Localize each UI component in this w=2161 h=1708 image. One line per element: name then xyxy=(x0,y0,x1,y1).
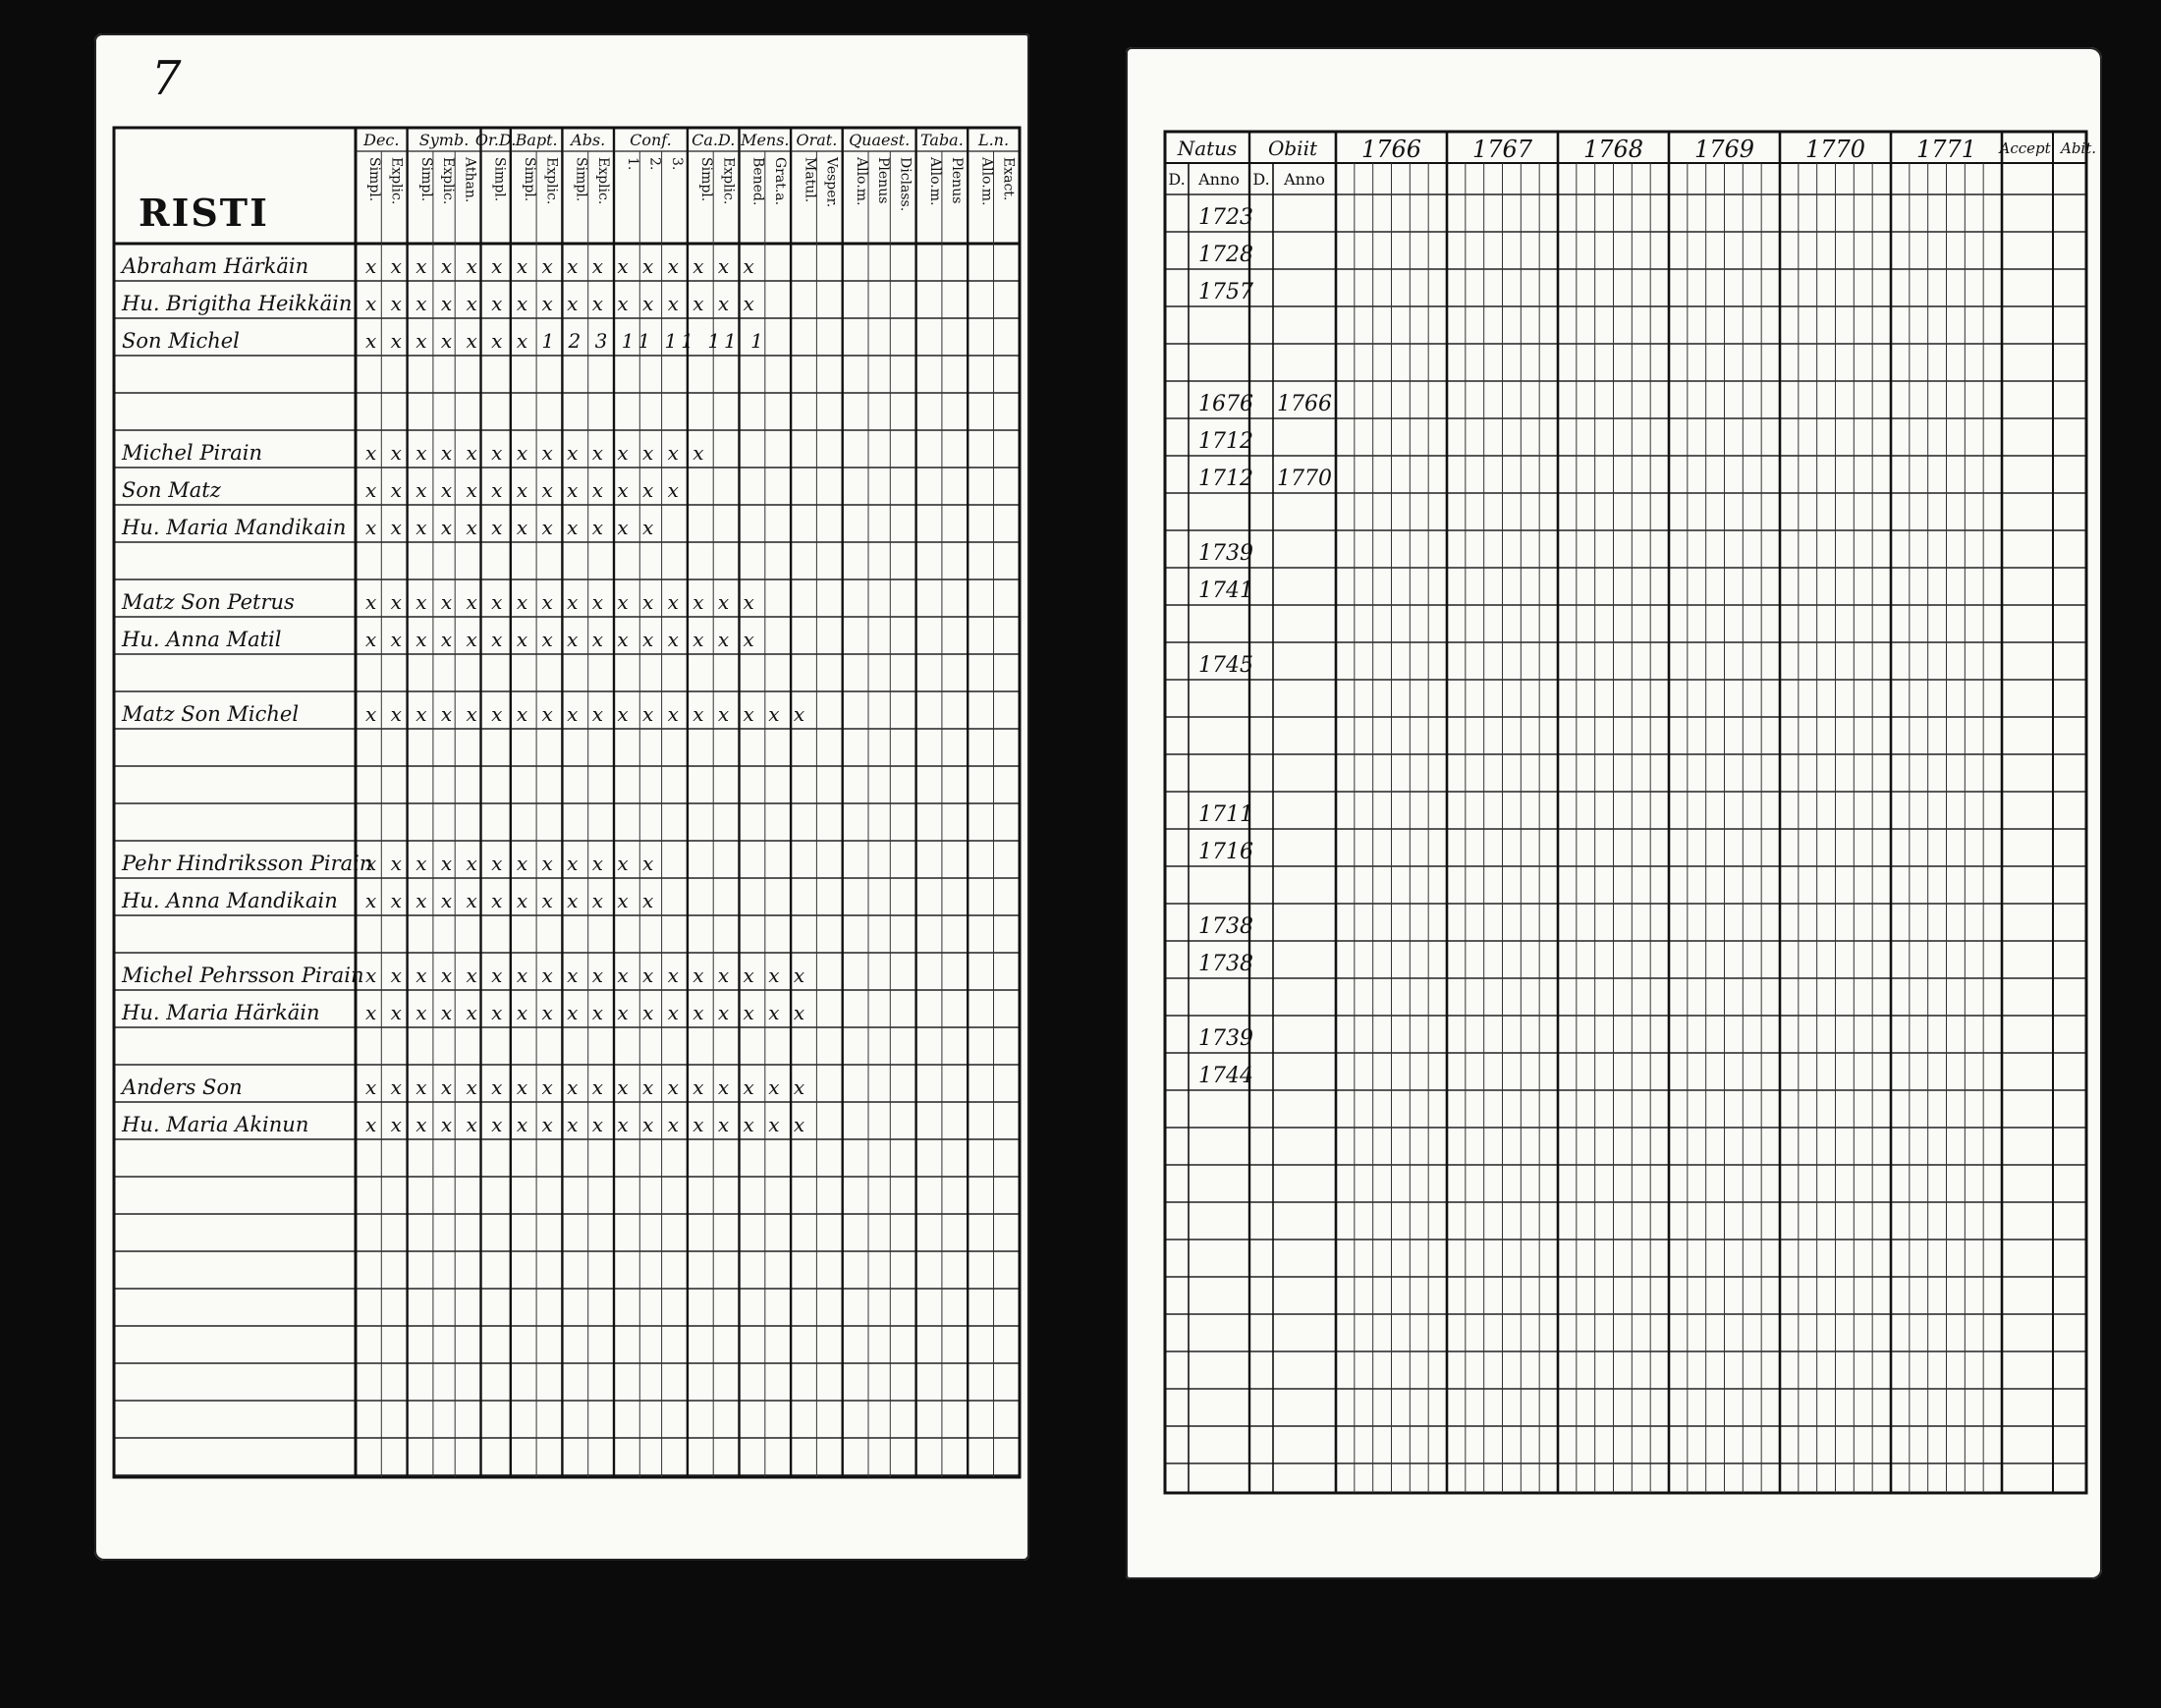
column-group-label: Taba. xyxy=(919,131,964,149)
column-group-label: Dec. xyxy=(363,131,400,149)
year-label: 1770 xyxy=(1804,136,1866,163)
column-group-label: Mens. xyxy=(741,131,790,149)
column-sub-label: Bened. xyxy=(749,157,766,206)
column-sub-label: 1. xyxy=(625,157,641,171)
person-name: Hu. Anna Mandikain xyxy=(122,889,338,912)
birth-year: 1723 xyxy=(1198,205,1253,230)
catechism-marks: x x x x x x x x x x x x x x x x x x xyxy=(365,1001,809,1024)
birth-year: 1711 xyxy=(1198,802,1253,827)
person-name: Matz Son Petrus xyxy=(122,590,295,614)
catechism-marks: x x x x x x x 1 2 3 11 11 11 1 xyxy=(365,329,767,353)
person-name: Hu. Brigitha Heikkäin xyxy=(122,292,353,315)
column-group-label: Or.D. xyxy=(474,131,517,149)
column-sub-label: Explic. xyxy=(388,157,405,205)
birth-year: 1739 xyxy=(1198,541,1253,566)
person-name: Hu. Maria Akinun xyxy=(122,1113,309,1136)
column-sub-label: Vesper. xyxy=(823,157,840,208)
catechism-marks: x x x x x x x x x x x x x x xyxy=(365,441,708,465)
column-sub-label: Simpl. xyxy=(491,157,508,202)
column-group-label: Ca.D. xyxy=(692,131,736,149)
column-label: Abit. xyxy=(2060,139,2097,157)
catechism-marks: x x x x x x x x x x x x x x x x xyxy=(365,628,758,651)
column-sub-label: 3. xyxy=(668,157,685,171)
year-label: 1771 xyxy=(1915,136,1977,163)
column-group-label: L.n. xyxy=(977,131,1010,149)
column-sub-label: Allo.m. xyxy=(926,157,943,206)
person-name: Anders Son xyxy=(122,1075,243,1099)
catechism-marks: x x x x x x x x x x x x x x x x xyxy=(365,590,758,614)
catechism-marks: x x x x x x x x x x x x x x x x x x xyxy=(365,702,809,726)
birth-year: 1744 xyxy=(1198,1064,1253,1088)
person-name: Hu. Maria Mandikain xyxy=(122,516,347,539)
column-sub-label: Simpl. xyxy=(366,157,383,202)
death-year: 1770 xyxy=(1277,467,1332,491)
column-group-label: Quaest. xyxy=(849,131,911,149)
column-sub-label: D. xyxy=(1168,170,1186,189)
right-register-grid xyxy=(1126,47,2102,1579)
birth-year: 1739 xyxy=(1198,1026,1253,1051)
catechism-marks: x x x x x x x x x x x x x x x x x x xyxy=(365,1075,809,1099)
column-sub-label: Simpl. xyxy=(573,157,589,202)
page-number: 7 xyxy=(151,51,182,106)
column-sub-label: Anno xyxy=(1284,170,1325,189)
column-group-label: Conf. xyxy=(630,131,672,149)
catechism-marks: x x x x x x x x x x x x x x x x x x xyxy=(365,1113,809,1136)
birth-year: 1745 xyxy=(1198,653,1253,678)
birth-year: 1716 xyxy=(1198,840,1253,864)
birth-year: 1728 xyxy=(1198,243,1253,267)
birth-year: 1741 xyxy=(1198,579,1253,603)
birth-year: 1676 xyxy=(1198,392,1253,416)
catechism-marks: x x x x x x x x x x x x xyxy=(365,516,658,539)
column-sub-label: Plenus xyxy=(875,157,892,204)
death-year: 1766 xyxy=(1277,392,1332,416)
column-sub-label: Athan. xyxy=(462,157,478,203)
column-sub-label: Simpl. xyxy=(521,157,537,202)
person-name: Son Michel xyxy=(122,329,240,353)
person-name: Pehr Hindriksson Pirain xyxy=(122,852,373,875)
column-sub-label: Anno xyxy=(1198,170,1240,189)
column-group-label: Bapt. xyxy=(515,131,558,149)
column-sub-label: Explic. xyxy=(720,157,737,205)
birth-year: 1757 xyxy=(1198,280,1253,304)
catechism-marks: x x x x x x x x x x x x x x x x xyxy=(365,292,758,315)
column-sub-label: Plenus xyxy=(949,157,966,204)
column-sub-label: Exact. xyxy=(1000,157,1017,201)
left-register-page xyxy=(94,33,1029,1561)
column-sub-label: Explic. xyxy=(594,157,611,205)
catechism-marks: x x x x x x x x x x x x xyxy=(365,852,658,875)
village-title: RISTI xyxy=(139,191,269,235)
person-name: Michel Pirain xyxy=(122,441,262,465)
column-sub-label: Simpl. xyxy=(417,157,434,202)
year-label: 1766 xyxy=(1360,136,1422,163)
year-label: 1768 xyxy=(1582,136,1644,163)
table-border xyxy=(1165,132,2086,1493)
left-register-grid xyxy=(94,33,1029,1561)
column-label: Obiit xyxy=(1267,137,1318,160)
person-name: Michel Pehrsson Pirain xyxy=(122,964,364,987)
column-sub-label: Grat.a. xyxy=(771,157,788,206)
column-label: Natus xyxy=(1177,137,1238,160)
column-label: Accept. xyxy=(1999,139,2056,157)
person-name: Hu. Maria Härkäin xyxy=(122,1001,320,1024)
column-sub-label: Explic. xyxy=(440,157,457,205)
year-label: 1769 xyxy=(1693,136,1755,163)
column-group-label: Abs. xyxy=(571,131,606,149)
column-sub-label: Matul. xyxy=(802,157,818,203)
birth-year: 1738 xyxy=(1198,914,1253,939)
person-name: Abraham Härkäin xyxy=(122,254,309,278)
birth-year: 1712 xyxy=(1198,429,1253,454)
year-label: 1767 xyxy=(1471,136,1533,163)
birth-year: 1738 xyxy=(1198,952,1253,976)
catechism-marks: x x x x x x x x x x x x x x x x xyxy=(365,254,758,278)
birth-year: 1712 xyxy=(1198,467,1253,491)
column-sub-label: Diclass. xyxy=(897,157,914,212)
column-group-label: Orat. xyxy=(796,131,838,149)
column-sub-label: Simpl. xyxy=(698,157,715,202)
person-name: Matz Son Michel xyxy=(122,702,300,726)
column-sub-label: Allo.m. xyxy=(853,157,869,206)
column-sub-label: 2. xyxy=(646,157,663,171)
catechism-marks: x x x x x x x x x x x x x x x x x x xyxy=(365,964,809,987)
person-name: Son Matz xyxy=(122,478,221,502)
column-sub-label: D. xyxy=(1252,170,1270,189)
catechism-marks: x x x x x x x x x x x x xyxy=(365,889,658,912)
column-group-label: Symb. xyxy=(418,131,470,149)
column-sub-label: Allo.m. xyxy=(978,157,995,206)
right-register-page xyxy=(1126,47,2102,1579)
column-sub-label: Explic. xyxy=(543,157,560,205)
person-name: Hu. Anna Matil xyxy=(122,628,282,651)
catechism-marks: x x x x x x x x x x x x x xyxy=(365,478,683,502)
